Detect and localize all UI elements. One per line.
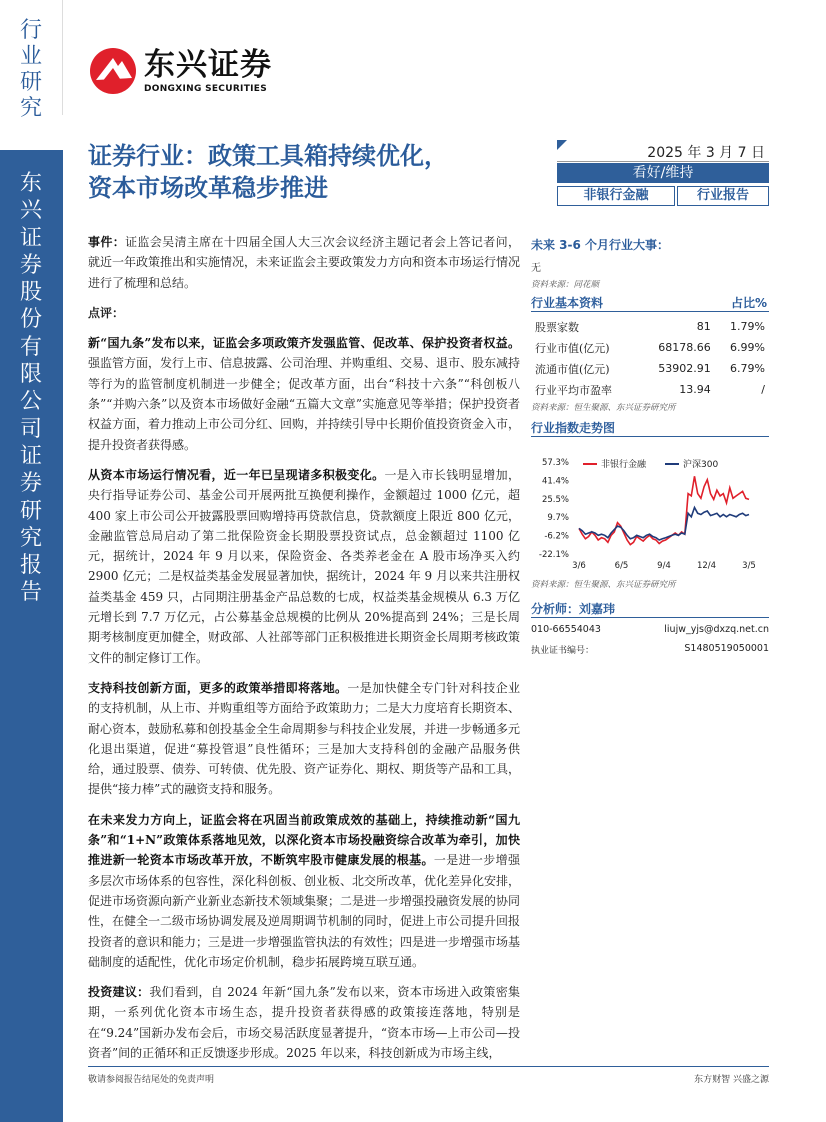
footer-divider [88,1066,769,1067]
row-share: 1.79% [730,320,765,333]
trend-chart-header [531,419,769,437]
basic-info-row [531,337,769,358]
series-line [579,476,749,544]
y-tick-label: -22.1% [538,550,569,560]
sidebar [0,0,63,1122]
cert-number: S1480519050001 [684,643,769,654]
corner-mark [557,140,567,150]
chart-svg [531,452,769,578]
paragraph-1-lead: 新“国九条”发布以来，证监会多项政策齐发强监管、促改革、保护投资者权益。 [88,336,520,351]
y-tick-label: 57.3% [541,458,569,468]
paragraph-2 [88,465,520,668]
row-label: 行业市值(亿元) [535,341,610,355]
investment-advice-label: 投资建议： [88,985,150,1000]
analyst-header: 分析师：刘嘉玮 [531,600,769,618]
report-title-line2: 资本市场改革稳步推进 [88,174,328,202]
category-label: 行业研究 [19,18,42,121]
sidebar-bottom [0,150,63,1122]
row-value: 13.94 [679,383,711,396]
logo-name-en: DONGXING SECURITIES [144,84,268,94]
report-title-line1: 证券行业：政策工具箱持续优化， [88,142,448,170]
basic-info-row [531,316,769,337]
company-label: 东兴证券股份有限公司证券研究报告 [19,171,42,606]
rating-badge [557,140,769,208]
sidebar-top [0,0,63,121]
paragraph-5 [88,982,520,1063]
disclaimer-note: 敬请参阅报告结尾处的免责声明 [88,1075,215,1085]
paragraph-4 [88,810,520,972]
x-tick-label: 9/4 [657,561,671,571]
report-date: 2025 年 3 月 7 日 [647,145,765,161]
sector-label: 非银行金融 [557,186,675,206]
paragraph-4-lead: 在未来发力方向上，证监会将在巩固当前政策成效的基础上，持续推动新“国九条”和“1+N”政策体系落地见效，以深化资本市场投融资综合改革为牵引，加快推进新一轮资本市场改革开放，不断筑牢股市健康发展的根基。 [88,812,520,868]
row-share: 6.79% [730,362,765,375]
analyst-phone: 010-66554043 [531,624,601,635]
paragraph-3-lead: 支持科技创新方面，更多的政策举措即将落地。 [88,680,348,695]
paragraph-1-text: 强监管方面，发行上市、信息披露、公司治理、并购重组、交易、退市、股东减持等行为的监管制度机制进一步健全；促改革方面，出台“科技十六条”“科创板八条”“并购六条”以及资本市场做好金融“五篇大文章”实施意见等举措；保护投资者权益方面，着力推动上市公司分红、回购，并持续引导中长期价值投资资金入市，提升投资者获得感。 [88,356,521,452]
trend-source: 资料来源：恒生聚源、东兴证券研究所 [531,580,676,590]
x-tick-label: 3/5 [742,561,756,571]
index-trend-chart [531,452,769,578]
share-column-label: 占比% [730,296,767,310]
report-title [88,140,538,204]
paragraph-3-text: 一是加快健全专门针对科技企业的支持机制，从上市、并购重组等方面给予政策助力；二是大力度培育长期资本、耐心资本，鼓励私募和创投基金全生命周期参与科技企业发展，并进一步畅通多元化退出渠道，促进“募投管退”良性循环；三是加大支持科创的金融产品服务供给，通过股票、债券、可转债、优先股、资产证券化、期权、期货等产品和工具，提供“接力棒”式的融资支持和服务。 [88,680,521,797]
row-value: 81 [696,320,711,333]
row-label: 流通市值(亿元) [535,362,610,376]
event-label: 事件： [88,235,126,249]
upcoming-events-title: 未来 3-6 个月行业大事： [531,238,670,252]
analyst-email[interactable]: liujw_yjs@dxzq.net.cn [664,624,769,635]
date-row [557,140,769,162]
trend-chart-title: 行业指数走势图 [531,421,616,435]
paragraph-5-text: 我们看到，自 2024 年新“国九条”发布以来，资本市场进入政策密集期，一系列优化资本市场生态，提升投资者获得感的政策接连落地，特别是在“9.24”国新办发布会后，市场交易活跃度显著提升，“资本市场—上市公司—投资者”间的正循环和正反馈逐步形成。2025 年以来，科技创新成为市场主线， [88,985,520,1060]
row-value: 68178.66 [658,341,711,354]
row-label: 行业平均市盈率 [535,383,612,397]
report-type-label: 行业报告 [677,186,769,206]
legend-label: 非银行金融 [601,460,647,470]
event-text: 证监会吴清主席在十四届全国人大三次会议经济主题记者会上答记者问，就近一年政策推出和实施情况，未来证监会主要政策发力方向和资本市场运行情况进行了梳理和总结。 [88,235,521,290]
paragraph-3 [88,678,520,800]
main-body [88,232,520,1073]
row-value: 53902.91 [658,362,711,375]
x-tick-label: 3/6 [572,561,586,571]
series-line [579,508,749,541]
y-tick-label: 25.5% [541,494,569,505]
logo-name-cn: 东兴证券 [144,47,272,83]
right-column [531,232,769,437]
logo-icon [88,46,138,96]
x-tick-label: 12/4 [696,561,717,571]
paragraph-4-text: 一是进一步增强多层次市场体系的包容性，深化科创板、创业板、北交所改革，优化差异化安排，促进市场资源向新产业新业态新技术领域集聚；二是进一步增强投融资发展的协同性，在健全一二级市场协调发展及逆周期调节机制的同时，促进上市公司提升回报投资者的意识和能力；三是进一步增强监管执法的有效性；四是进一步增强市场基础制度的适配性，优化市场定价机制，稳步拓展跨境互联互通。 [88,853,521,969]
cert-label: 执业证书编号： [531,646,595,656]
basic-info-title: 行业基本资料 [531,296,604,310]
paragraph-2-text: 一是入市长钱明显增加，央行指导证券公司、基金公司开展两批互换便利操作，金额超过 1000 亿元，超 400 家上市公司公开披露股票回购增持再贷款信息，贷款额度上限近 800 亿元，金融监管总局启动了第二批保险资金长期股票投资试点，总金额超过 1100 亿元，据统计，2024 年 9 月以来，保险资金、各类养老金在 A 股市场净买入约 2900 亿元；二是权益类基金发展显著加快，据统计，2024 年 9 月以来共注册权益类基金 459 只，占同期注册基金产品总数的七成，权益类基金规模从 6.3 万亿元增长到 7.7 万亿元，占公募基金总规模的比例从 20%提高到 24%；三是长周期考核制度更加健全，财政部、人社部等部门正积极推进长期资金长周期考核政策文件的制定修订工作。 [88,467,521,665]
logo [88,46,298,98]
rating-label: 看好/维持 [557,163,769,183]
sector-row [557,186,769,206]
x-tick-label: 6/5 [614,561,629,571]
basic-info-header [531,294,769,312]
basic-info-row [531,379,769,400]
basic-info-table [531,316,769,400]
upcoming-events-value: 无 [531,263,541,274]
paragraph-2-lead: 从资本市场运行情况看，近一年已呈现诸多积极变化。 [88,467,385,482]
legend-label: 沪深300 [683,460,719,470]
paragraph-1 [88,333,520,455]
event-paragraph [88,232,520,293]
y-tick-label: -6.2% [544,531,569,542]
comment-label: 点评： [88,305,125,320]
y-tick-label: 9.7% [547,513,569,524]
slogan: 东方财智 兴盛之源 [694,1075,769,1085]
y-tick-label: 41.4% [541,476,569,487]
row-share: 6.99% [730,341,765,354]
basic-info-row [531,358,769,379]
basic-source: 资料来源：恒生聚源、东兴证券研究所 [531,403,676,413]
events-source: 资料来源：同花顺 [531,280,600,290]
row-label: 股票家数 [535,320,579,334]
row-share: / [761,383,765,396]
